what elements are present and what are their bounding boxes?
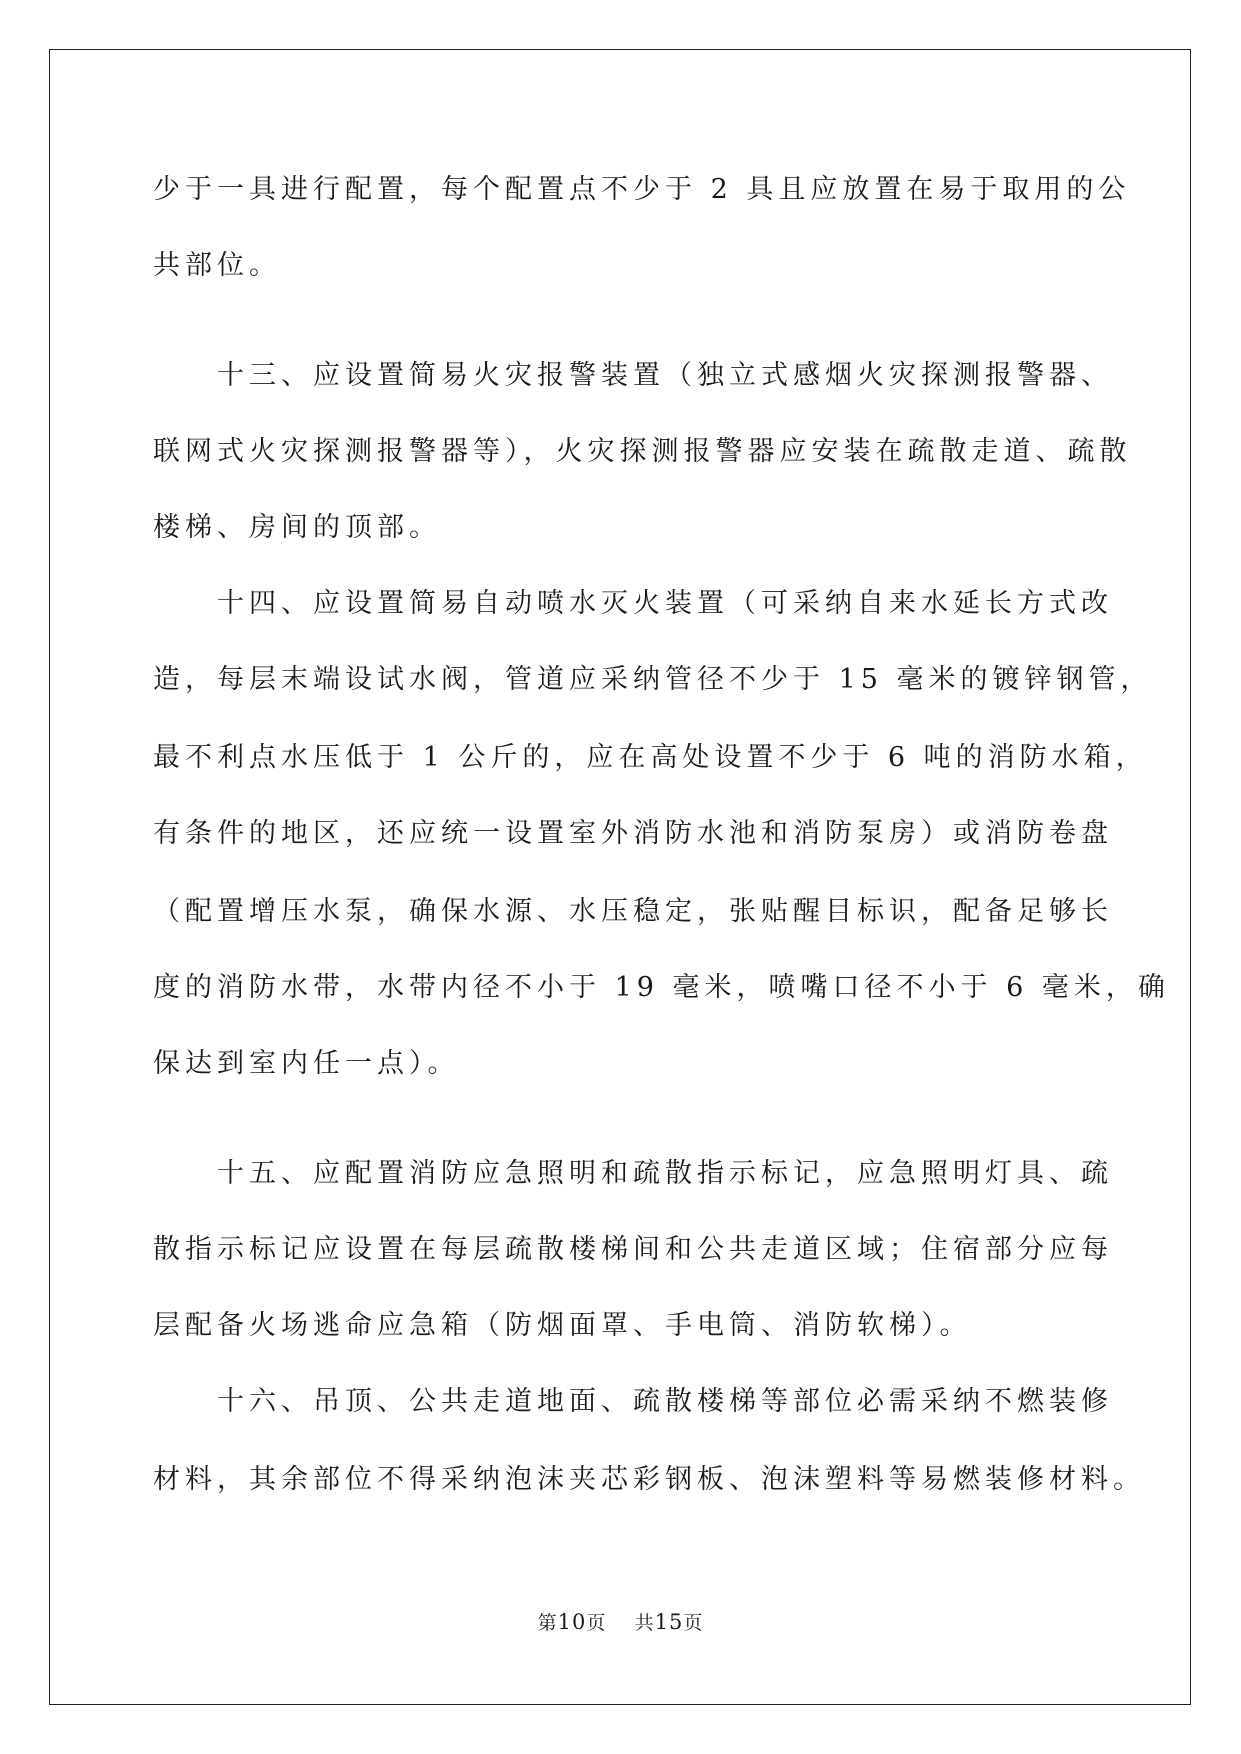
- text-line: 有条件的地区，还应统一设置室外消防水池和消防泵房）或消防卷盘: [153, 818, 1113, 849]
- text-line: 十三、应设置简易火灾报警装置（独立式感烟火灾探测报警器、: [153, 360, 1113, 391]
- text-line: 保达到室内任一点）。: [153, 1048, 460, 1079]
- text-line: 度的消防水带，水带内径不小于 19 毫米，喷嘴口径不小于 6 毫米，确: [153, 972, 1170, 1003]
- text-line: 材料，其余部位不得采纳泡沫夹芯彩钢板、泡沫塑料等易燃装修材料。: [153, 1464, 1145, 1495]
- text-line: 楼梯、房间的顶部。: [153, 512, 441, 543]
- page-number-prefix: 第: [537, 1612, 558, 1634]
- page-number-current: 10: [557, 1610, 587, 1634]
- page-number-suffix: 页: [586, 1612, 607, 1634]
- text-line: 层配备火场逃命应急箱（防烟面罩、手电筒、消防软梯）。: [153, 1310, 972, 1341]
- text-line: 十五、应配置消防应急照明和疏散指示标记，应急照明灯具、疏: [153, 1158, 1113, 1189]
- text-line: 造，每层末端设试水阀，管道应采纳管径不少于 15 毫米的镀锌钢管，: [153, 664, 1153, 695]
- page-total-suffix: 页: [683, 1612, 704, 1634]
- text-line: 十四、应设置简易自动喷水灭火装置（可采纳自来水延长方式改: [153, 588, 1113, 619]
- text-line: 十六、吊顶、公共走道地面、疏散楼梯等部位必需采纳不燃装修: [153, 1386, 1113, 1417]
- text-line: 联网式火灾探测报警器等），火灾探测报警器应安装在疏散走道、疏散: [153, 436, 1132, 467]
- page-total-prefix: 共: [634, 1612, 655, 1634]
- text-line: 少于一具进行配置，每个配置点不少于 2 具且应放置在易于取用的公: [153, 174, 1131, 205]
- text-line: 共部位。: [153, 250, 281, 281]
- text-line: 散指示标记应设置在每层疏散楼梯间和公共走道区域；住宿部分应每: [153, 1234, 1113, 1265]
- text-line: 最不利点水压低于 1 公斤的，应在高处设置不少于 6 吨的消防水箱，: [153, 742, 1148, 773]
- text-line: （配置增压水泵，确保水源、水压稳定，张贴醒目标识，配备足够长: [153, 896, 1113, 927]
- page-border: [49, 49, 1191, 1705]
- page-number-total: 15: [654, 1610, 684, 1634]
- page-footer: [0, 1610, 1241, 1635]
